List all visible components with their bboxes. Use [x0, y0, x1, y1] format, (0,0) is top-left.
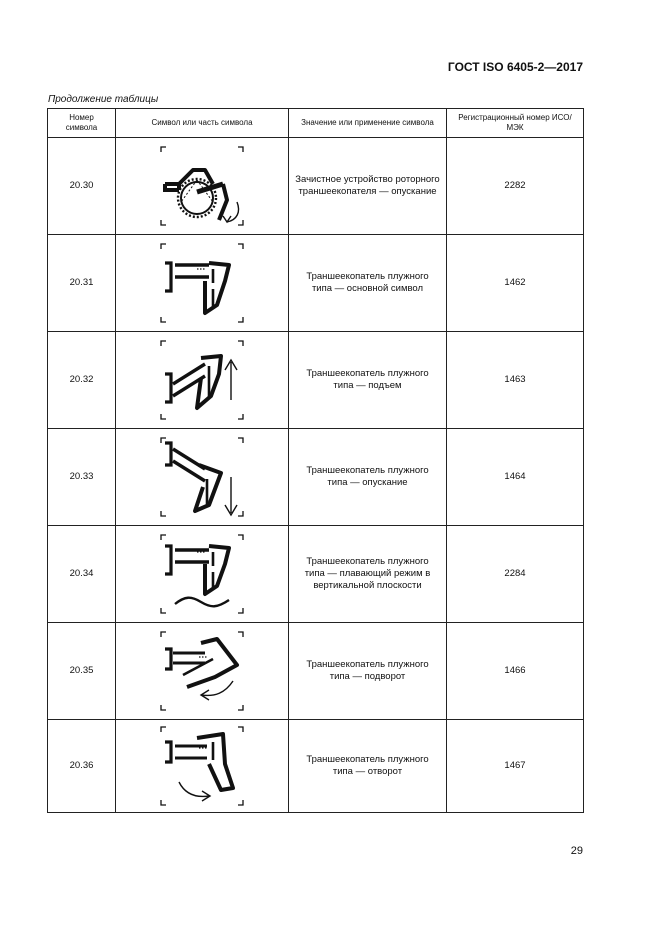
symbol-cell — [116, 235, 289, 332]
symbol-meaning: Траншеекопатель плужного типа — отворот — [289, 720, 447, 813]
rotary-trencher-cleaner-lowering-icon — [157, 144, 247, 228]
symbol-meaning: Траншеекопатель плужного типа — опускание — [289, 429, 447, 526]
registration-number: 1462 — [447, 235, 584, 332]
header-number: Номер символа — [48, 109, 116, 138]
registration-number: 1464 — [447, 429, 584, 526]
symbol-meaning: Траншеекопатель плужного типа — подъем — [289, 332, 447, 429]
symbol-cell — [116, 526, 289, 623]
symbol-meaning: Траншеекопатель плужного типа — основной символ — [289, 235, 447, 332]
registration-number: 2284 — [447, 526, 584, 623]
symbol-meaning: Зачистное устройство роторного траншеекопателя — опускание — [289, 138, 447, 235]
table-row — [48, 138, 584, 235]
symbol-number: 20.35 — [48, 623, 116, 720]
page-number: 29 — [570, 845, 583, 857]
symbol-number: 20.36 — [48, 720, 116, 813]
document-standard-code: ГОСТ ISO 6405-2—2017 — [447, 60, 583, 74]
registration-number: 2282 — [447, 138, 584, 235]
table-row — [48, 720, 584, 813]
symbol-cell — [116, 429, 289, 526]
table-row — [48, 332, 584, 429]
plow-trencher-raise-icon — [157, 338, 247, 422]
table-row — [48, 623, 584, 720]
symbol-number: 20.32 — [48, 332, 116, 429]
header-registration: Регистрационный номер ИСО/МЭК — [447, 109, 584, 138]
table-row — [48, 526, 584, 623]
table-header-row — [48, 109, 584, 138]
symbol-number: 20.30 — [48, 138, 116, 235]
registration-number: 1463 — [447, 332, 584, 429]
symbol-number: 20.31 — [48, 235, 116, 332]
header-meaning: Значение или применение символа — [289, 109, 447, 138]
plow-trencher-float-icon — [157, 532, 247, 616]
registration-number: 1467 — [447, 720, 584, 813]
table-row — [48, 235, 584, 332]
table-caption: Продолжение таблицы — [48, 94, 159, 105]
symbol-meaning: Траншеекопатель плужного типа — плавающий режим в вертикальной плоскости — [289, 526, 447, 623]
table-row — [48, 429, 584, 526]
symbol-number: 20.34 — [48, 526, 116, 623]
symbol-number: 20.33 — [48, 429, 116, 526]
registration-number: 1466 — [447, 623, 584, 720]
header-symbol: Символ или часть символа — [116, 109, 289, 138]
symbols-table — [47, 108, 584, 813]
symbol-cell — [116, 138, 289, 235]
symbol-cell — [116, 720, 289, 813]
symbol-cell — [116, 332, 289, 429]
plow-trencher-pivot-out-icon — [157, 724, 247, 808]
plow-trencher-pivot-in-icon — [157, 629, 247, 713]
plow-trencher-lower-icon — [157, 435, 247, 519]
symbol-meaning: Траншеекопатель плужного типа — подворот — [289, 623, 447, 720]
plow-trencher-icon — [157, 241, 247, 325]
symbol-cell — [116, 623, 289, 720]
